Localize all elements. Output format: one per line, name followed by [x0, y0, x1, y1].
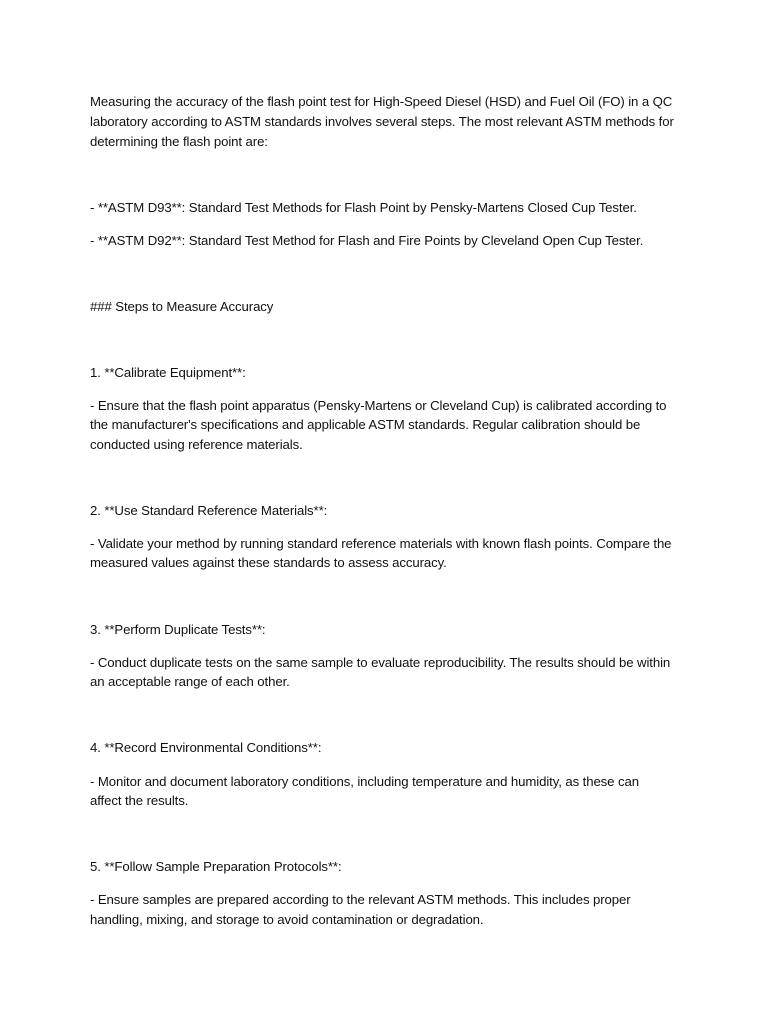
step-2-title: 2. **Use Standard Reference Materials**:	[90, 503, 328, 518]
step-3-title: 3. **Perform Duplicate Tests**:	[90, 622, 266, 637]
intro-line-1: Measuring the accuracy of the flash point test for High-Speed Diesel (HSD) and Fuel Oil (FO) in a QC	[90, 94, 673, 109]
step-2-body-line-1: - Validate your method by running standard reference materials with known flash points. Compare the	[90, 536, 672, 551]
step-1-body-line-1: - Ensure that the flash point apparatus (Pensky-Martens or Cleveland Cup) is calibrated according to	[90, 398, 667, 413]
section-heading: ### Steps to Measure Accuracy	[90, 299, 274, 314]
method-astm-d92: - **ASTM D92**: Standard Test Method for Flash and Fire Points by Cleveland Open Cup Tester.	[90, 233, 644, 248]
method-astm-d93: - **ASTM D93**: Standard Test Methods for Flash Point by Pensky-Martens Closed Cup Tester.	[90, 200, 637, 215]
step-5-body-line-2: handling, mixing, and storage to avoid contamination or degradation.	[90, 912, 484, 927]
step-1-body-line-2: the manufacturer's specifications and applicable ASTM standards. Regular calibration should be	[90, 417, 641, 432]
step-4-title: 4. **Record Environmental Conditions**:	[90, 740, 322, 755]
step-1-body-line-3: conducted using reference materials.	[90, 437, 303, 452]
step-5-body-line-1: - Ensure samples are prepared according to the relevant ASTM methods. This includes proper	[90, 892, 631, 907]
step-3-body-line-2: an acceptable range of each other.	[90, 674, 290, 689]
step-2-body-line-2: measured values against these standards to assess accuracy.	[90, 555, 447, 570]
step-4-body-line-1: - Monitor and document laboratory conditions, including temperature and humidity, as these can	[90, 774, 639, 789]
intro-line-3: determining the flash point are:	[90, 134, 268, 149]
step-4-body-line-2: affect the results.	[90, 793, 189, 808]
step-1-title: 1. **Calibrate Equipment**:	[90, 365, 246, 380]
step-3-body-line-1: - Conduct duplicate tests on the same sample to evaluate reproducibility. The results should be within	[90, 655, 671, 670]
intro-line-2: laboratory according to ASTM standards involves several steps. The most relevant ASTM methods for	[90, 114, 674, 129]
step-5-title: 5. **Follow Sample Preparation Protocols**:	[90, 859, 342, 874]
